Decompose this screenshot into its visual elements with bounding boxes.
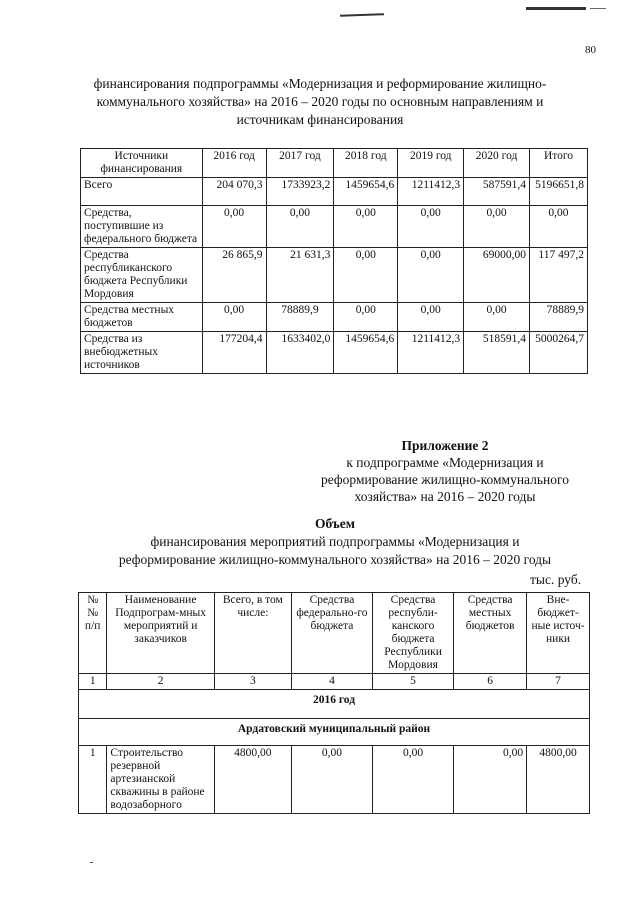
column-header: 2020 год (464, 149, 530, 178)
appendix-title: Приложение 2 (401, 438, 489, 453)
funding-sources-table (80, 148, 588, 374)
table-cell: Строительство резервной артезианской скважины в районе водозаборного (107, 746, 214, 814)
column-number: 1 (79, 674, 107, 690)
table-cell: 0,00 (334, 248, 398, 303)
row-label: Всего (81, 178, 203, 206)
appendix-line: реформирование жилищно-коммунального (321, 472, 569, 487)
column-number: 3 (214, 674, 291, 690)
table-cell: 1733923,2 (266, 178, 334, 206)
volume-title: Объем (315, 516, 355, 531)
table-cell: 1 (79, 746, 107, 814)
column-header: Источники финансирования (81, 149, 203, 178)
year-section: 2016 год (79, 690, 590, 719)
scan-artifact (90, 862, 93, 863)
scan-artifact (526, 7, 586, 10)
table-cell: 1211412,3 (398, 178, 464, 206)
table-row (79, 746, 590, 814)
table-cell: 117 497,2 (529, 248, 587, 303)
row-label: Средства, поступившие из федерального бюджета (81, 206, 203, 248)
table-cell: 26 865,9 (202, 248, 266, 303)
table-cell: 1459654,6 (334, 178, 398, 206)
column-header: Итого (529, 149, 587, 178)
column-number: 2 (107, 674, 214, 690)
section-row (79, 690, 590, 719)
unit-label: тыс. руб. (530, 572, 582, 587)
table-cell: 0,00 (398, 248, 464, 303)
volume-line: реформирование жилищно-коммунального хозяйства» на 2016 – 2020 годы (118, 552, 552, 567)
table-cell: 0,00 (202, 303, 266, 332)
table-cell: 78889,9 (266, 303, 334, 332)
table-cell: 4800,00 (527, 746, 590, 814)
table-cell: 518591,4 (464, 332, 530, 374)
column-header: 2019 год (398, 149, 464, 178)
row-label: Средства республиканского бюджета Республики Мордовия (81, 248, 203, 303)
scan-artifact (590, 8, 606, 9)
row-label: Средства из внебюджетных источников (81, 332, 203, 374)
row-label: Средства местных бюджетов (81, 303, 203, 332)
table-header-row (79, 593, 590, 674)
table1-heading (60, 75, 580, 129)
appendix-line: хозяйства» на 2016 – 2020 годы (354, 489, 536, 504)
table-header-row (81, 149, 588, 178)
activities-funding-table (78, 592, 590, 814)
column-header: № № п/п (79, 593, 107, 674)
heading-line: источникам финансирования (236, 112, 404, 127)
table-cell: 587591,4 (464, 178, 530, 206)
table-cell: 0,00 (266, 206, 334, 248)
column-header: Вне-бюджет-ные источ-ники (527, 593, 590, 674)
table-row (81, 178, 588, 206)
table-cell: 0,00 (334, 206, 398, 248)
column-number: 4 (291, 674, 372, 690)
volume-line: финансирования мероприятий подпрограммы «Модернизация и (150, 534, 520, 549)
volume-heading (70, 515, 600, 569)
table-cell: 1633402,0 (266, 332, 334, 374)
table-cell: 1459654,6 (334, 332, 398, 374)
table-cell: 0,00 (464, 303, 530, 332)
column-number: 6 (454, 674, 527, 690)
column-header: Средства местных бюджетов (454, 593, 527, 674)
table-cell: 204 070,3 (202, 178, 266, 206)
table-cell: 5196651,8 (529, 178, 587, 206)
table-cell: 5000264,7 (529, 332, 587, 374)
scan-artifact (340, 13, 384, 17)
column-header: Средства республи-канского бюджета Республики Мордовия (373, 593, 454, 674)
table-cell: 0,00 (529, 206, 587, 248)
table-cell: 0,00 (398, 206, 464, 248)
page-number: 80 (585, 44, 596, 56)
table-cell: 0,00 (291, 746, 372, 814)
column-number: 7 (527, 674, 590, 690)
column-header: 2018 год (334, 149, 398, 178)
table-cell: 69000,00 (464, 248, 530, 303)
heading-line: финансирования подпрограммы «Модернизация и реформирование жилищно- (93, 76, 547, 91)
table-row (81, 303, 588, 332)
appendix-block (300, 437, 590, 505)
column-header: 2017 год (266, 149, 334, 178)
table-row (81, 332, 588, 374)
column-header: 2016 год (202, 149, 266, 178)
table-cell: 177204,4 (202, 332, 266, 374)
table-cell: 0,00 (334, 303, 398, 332)
heading-line: коммунального хозяйства» на 2016 – 2020 годы по основным направлениям и (96, 94, 544, 109)
table-row (81, 248, 588, 303)
column-number-row (79, 674, 590, 690)
column-header: Всего, в том числе: (214, 593, 291, 674)
table-cell: 4800,00 (214, 746, 291, 814)
column-header: Наименование Подпрограм-мных мероприятий и заказчиков (107, 593, 214, 674)
district-section: Ардатовский муниципальный район (79, 719, 590, 746)
column-number: 5 (373, 674, 454, 690)
table-row (81, 206, 588, 248)
table-cell: 0,00 (373, 746, 454, 814)
appendix-line: к подпрограмме «Модернизация и (346, 455, 544, 470)
table-cell: 0,00 (398, 303, 464, 332)
table-cell: 0,00 (464, 206, 530, 248)
table-cell: 0,00 (454, 746, 527, 814)
table-cell: 0,00 (202, 206, 266, 248)
table-cell: 1211412,3 (398, 332, 464, 374)
section-row (79, 719, 590, 746)
column-header: Средства федерально-го бюджета (291, 593, 372, 674)
table-cell: 78889,9 (529, 303, 587, 332)
table-cell: 21 631,3 (266, 248, 334, 303)
